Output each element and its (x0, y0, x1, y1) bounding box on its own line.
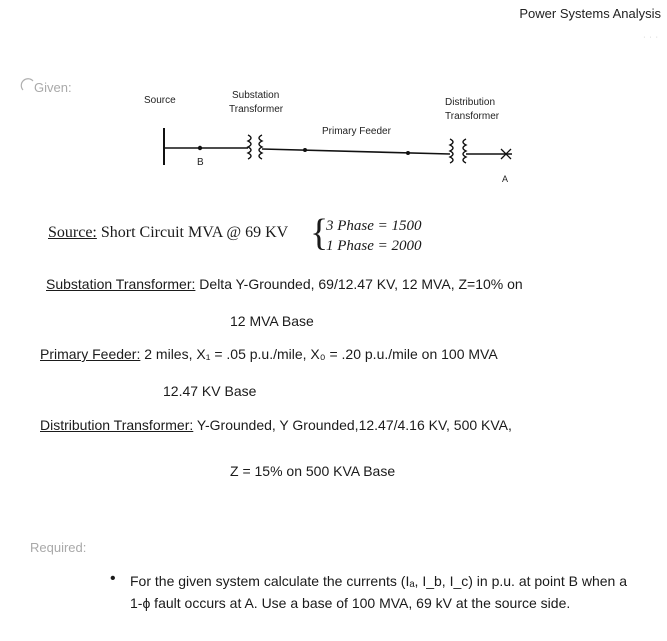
feeder-text: 2 miles, X₁ = .05 p.u./mile, X₀ = .20 p.u./mile on 100 MVA (144, 346, 498, 362)
source-heading: Source: (48, 224, 97, 241)
substation-transformer-icon (248, 135, 262, 159)
substation-text-2: 12 MVA Base (230, 313, 314, 329)
feeder-node-2 (406, 151, 410, 155)
distribution-text: Y-Grounded, Y Grounded,12.47/4.16 KV, 500 KVA, (196, 417, 512, 433)
substation-heading: Substation Transformer: (46, 276, 196, 292)
feeder-node-1 (303, 148, 307, 152)
brace-glyph: { (310, 212, 329, 254)
distribution-label-line1: Distribution (445, 97, 496, 108)
distribution-label-line2: Transformer (445, 111, 500, 122)
feeder-spec (40, 346, 498, 362)
point-b-label: B (197, 157, 204, 168)
primary-feeder-line (262, 149, 450, 154)
source-text: Short Circuit MVA @ 69 KV (100, 224, 289, 241)
scan-artifact-icon (20, 76, 36, 92)
given-label: Given: (34, 80, 72, 95)
header-scan-mark: · · · (643, 34, 659, 41)
required-bullet: • (110, 570, 116, 587)
feeder-label: Primary Feeder (322, 126, 391, 137)
source-label: Source (144, 95, 176, 106)
required-label: Required: (30, 540, 87, 555)
one-line-diagram (150, 125, 530, 185)
source-one-phase: 1 Phase = 2000 (326, 238, 422, 254)
point-a-label: A (502, 174, 509, 184)
point-b-marker (198, 146, 202, 150)
source-spec (48, 224, 288, 242)
feeder-text-2: 12.47 KV Base (163, 383, 257, 399)
feeder-heading: Primary Feeder: (40, 346, 141, 362)
required-text: For the given system calculate the currents (Iₐ, I_b, I_c) in p.u. at point B when a 1-ϕ fault occurs at A. Use a base of 100 MVA, 69 kV at the source side. (130, 573, 628, 611)
source-three-phase: 3 Phase = 1500 (326, 218, 422, 234)
distribution-transformer-icon (450, 139, 466, 163)
distribution-spec (40, 417, 512, 433)
page-header-title: Power Systems Analysis (519, 6, 661, 21)
substation-spec (46, 276, 523, 292)
distribution-heading: Distribution Transformer: (40, 417, 194, 433)
substation-label-line2: Transformer (229, 104, 284, 115)
distribution-text-2: Z = 15% on 500 KVA Base (230, 463, 396, 479)
substation-label-line1: Substation (232, 90, 280, 101)
substation-text: Delta Y-Grounded, 69/12.47 KV, 12 MVA, Z=10% on (199, 276, 523, 292)
